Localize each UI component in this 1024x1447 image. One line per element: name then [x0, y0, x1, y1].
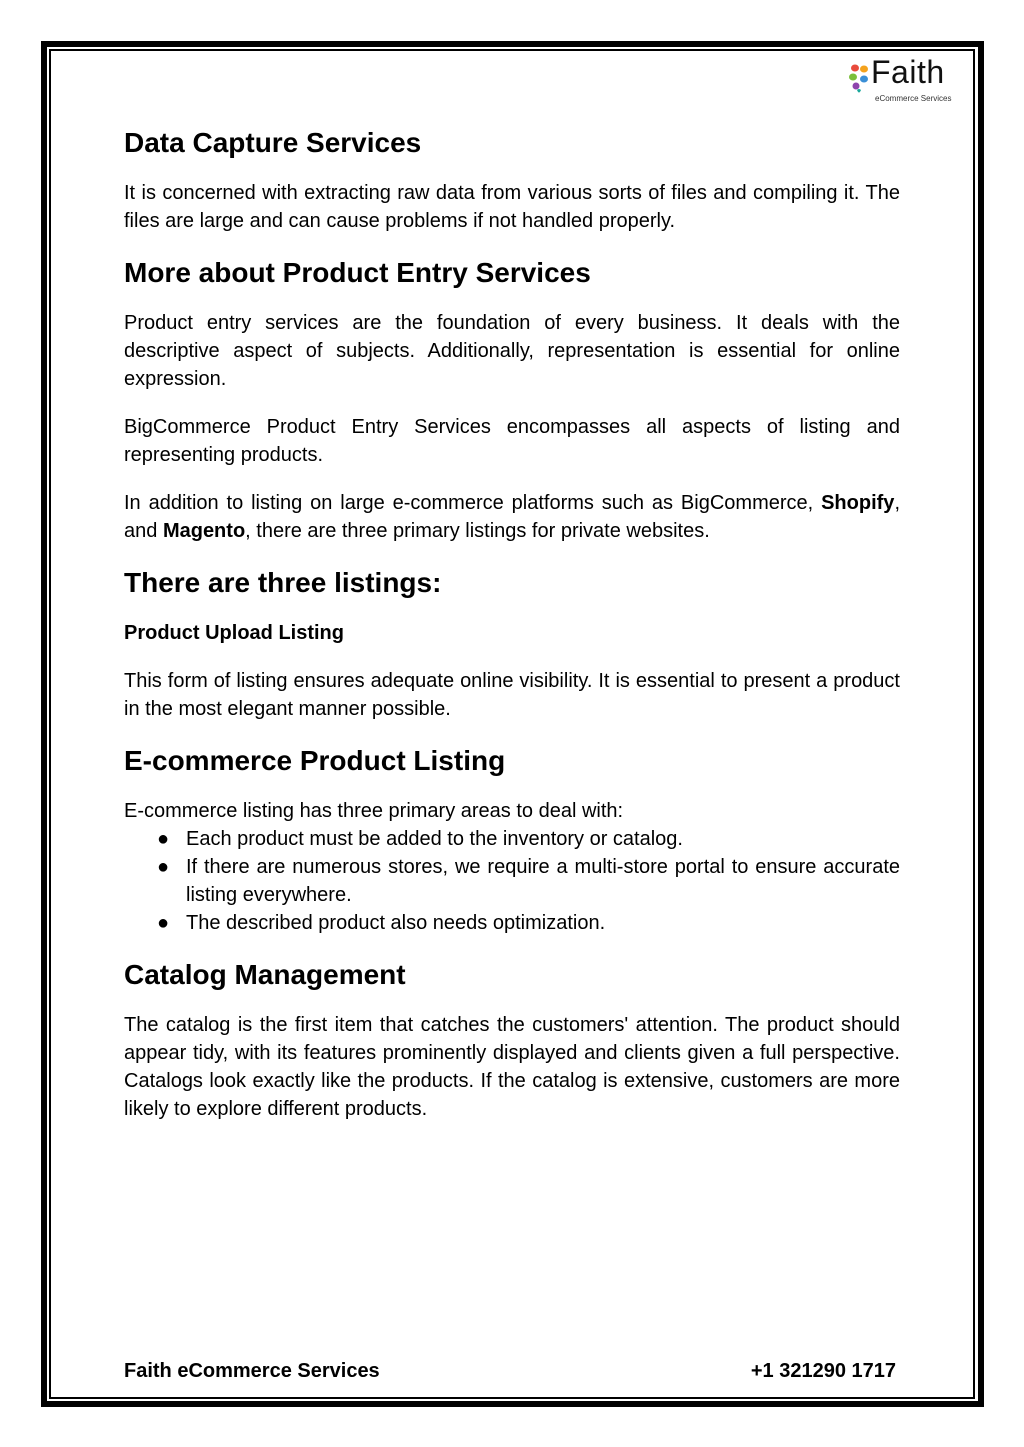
footer-company-name: Faith eCommerce Services	[124, 1360, 380, 1382]
page-footer	[124, 1357, 896, 1385]
paragraph-product-entry-2: BigCommerce Product Entry Services encompasses all aspects of listing and representing products.	[124, 416, 900, 466]
list-item	[157, 825, 900, 853]
ecommerce-bullet-list	[124, 825, 900, 937]
list-item	[157, 909, 900, 937]
document-body	[124, 125, 900, 1123]
logo-tagline: eCommerce Services	[875, 94, 952, 103]
paragraph-product-entry-3	[124, 489, 900, 545]
list-item-text: If there are numerous stores, we require a multi-store portal to ensure accurate listing everywhere.	[186, 856, 900, 906]
heading-data-capture: Data Capture Services	[124, 127, 422, 158]
list-item	[157, 853, 900, 909]
text-span: , there are three primary listings for private websites.	[245, 520, 710, 542]
bold-shopify: Shopify	[821, 492, 895, 514]
paragraph-product-upload: This form of listing ensures adequate online visibility. It is essential to present a product in the most elegant manner possible.	[124, 670, 900, 720]
paragraph-catalog: The catalog is the first item that catches the customers' attention. The product should appear tidy, with its features prominently displayed and clients given a full perspective. Catalogs look exactly like the products. If the catalog is extensive, customers are more likely to explore different products.	[124, 1014, 900, 1120]
heading-product-entry: More about Product Entry Services	[124, 257, 591, 288]
bold-magento: Magento	[162, 520, 246, 542]
company-logo	[848, 54, 968, 108]
footer-phone-number: +1 321290 1717	[750, 1360, 896, 1382]
flower-logo-icon	[848, 62, 872, 96]
list-item-text: The described product also needs optimization.	[186, 912, 606, 934]
bullet-icon: ●	[157, 856, 170, 878]
heading-catalog: Catalog Management	[124, 959, 406, 990]
paragraph-data-capture: It is concerned with extracting raw data from various sorts of files and compiling it. The files are large and can cause problems if not handled properly.	[124, 182, 900, 232]
paragraph-product-entry-1: Product entry services are the foundation of every business. It deals with the descriptive aspect of subjects. Additionally, representation is essential for online expression.	[124, 312, 900, 390]
paragraph-ecommerce-intro: E-commerce listing has three primary areas to deal with:	[124, 800, 624, 822]
bullet-icon: ●	[157, 828, 170, 850]
heading-three-listings: There are three listings:	[124, 567, 442, 598]
subheading-product-upload: Product Upload Listing	[124, 622, 344, 644]
text-span: In addition to listing on large e-commerce platforms such as BigCommerce,	[124, 492, 822, 514]
list-item-text: Each product must be added to the inventory or catalog.	[186, 828, 683, 850]
logo-wordmark: Faith	[871, 54, 945, 90]
text-span: , and	[124, 492, 900, 542]
heading-ecommerce-listing: E-commerce Product Listing	[124, 745, 506, 776]
bullet-icon: ●	[157, 912, 170, 934]
